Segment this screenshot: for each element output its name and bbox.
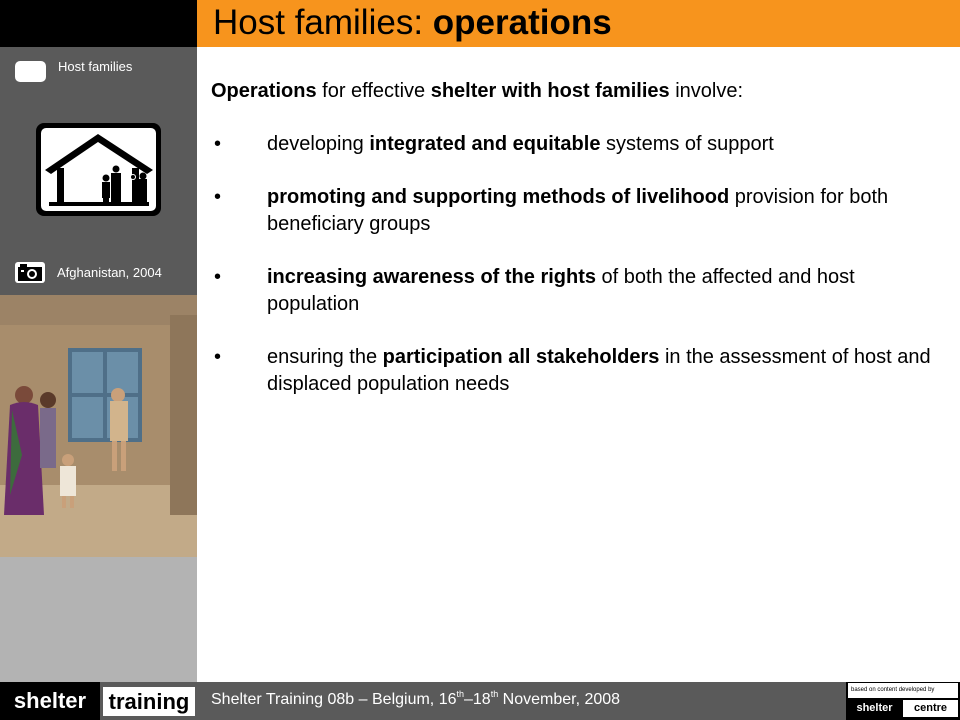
bullet-emphasis: promoting and supporting methods of livelihood (267, 186, 730, 208)
bullet-text: in the assessment of host and displaced population needs (267, 346, 931, 395)
bullet-item (211, 344, 946, 398)
intro-bold-2: shelter with host families (430, 80, 670, 102)
intro-text-1: for effective (316, 80, 431, 102)
page-title-regular: Host families: (213, 3, 433, 42)
bullet-emphasis: increasing awareness of the rights (267, 266, 596, 288)
bullet-item (211, 264, 946, 318)
slide-body (211, 78, 946, 424)
footer-caption-part: November, 2008 (498, 691, 621, 708)
intro-text-2: involve: (669, 80, 744, 102)
intro-paragraph (211, 78, 946, 105)
page-title (213, 1, 612, 45)
bullet-text: ensuring the (267, 346, 383, 368)
credit-logo-centre: centre (903, 700, 958, 717)
bullet-marker: • (214, 266, 222, 288)
bullet-text: provision for both beneficiary groups (267, 186, 889, 235)
bullet-text: developing (267, 133, 370, 155)
sidebar-bottom-panel (0, 557, 197, 682)
camera-icon (17, 263, 43, 282)
house-with-people-icon (35, 122, 162, 217)
footer-superscript: th (456, 689, 464, 699)
bullet-item (211, 184, 946, 238)
section-label: Host families (58, 59, 133, 74)
sidebar-photo (0, 295, 197, 557)
bullet-list (211, 131, 946, 398)
bullet-item (211, 131, 946, 158)
bullet-marker: • (214, 346, 222, 368)
bullet-marker: • (214, 133, 222, 155)
bullet-text: systems of support (600, 133, 774, 155)
footer-logo-shelter: shelter (0, 682, 100, 720)
bullet-emphasis: participation all stakeholders (382, 346, 660, 368)
footer-superscript: th (490, 689, 499, 699)
footer-logo-training: training (103, 687, 195, 716)
section-badge (15, 61, 46, 82)
credit-logo-shelter: shelter (856, 702, 893, 714)
photo-caption: Afghanistan, 2004 (57, 265, 162, 280)
page-title-bold: operations (432, 3, 612, 42)
bullet-text: of both the affected and host population (267, 266, 855, 315)
bullet-emphasis: integrated and equitable (369, 133, 601, 155)
footer-caption (211, 691, 620, 709)
bullet-marker: • (214, 186, 222, 208)
sidebar-top-block (0, 0, 197, 47)
footer-caption-part: –18 (464, 691, 491, 708)
intro-bold-1: Operations (211, 80, 317, 102)
footer-caption-part: Shelter Training 08b – Belgium, 16 (211, 691, 457, 708)
credit-note: based on content developed by (848, 683, 958, 698)
